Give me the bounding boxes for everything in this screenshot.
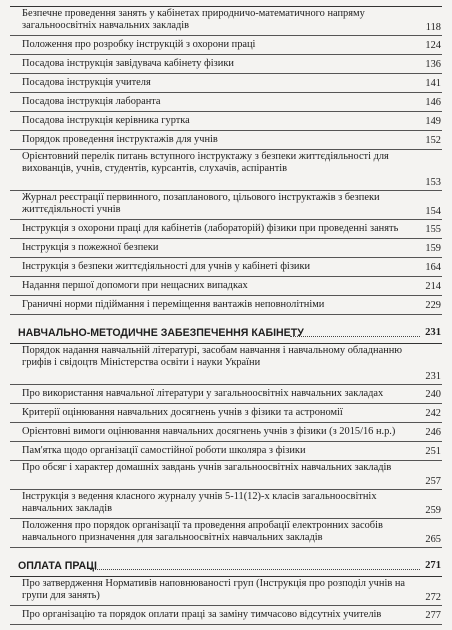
toc-entry-title: Положення про порядок організації та проведення апробації електронних засобів навчального призначення для загальноосвітніх навчальних закладів <box>22 520 383 544</box>
toc-entry <box>10 7 442 36</box>
toc-entry <box>10 296 442 315</box>
toc-entry-page: 118 <box>425 21 441 33</box>
toc-entry <box>10 442 442 461</box>
toc-entry-title: Пам'ятка щодо організації самостійної роботи школяра з фізики <box>22 445 306 456</box>
toc-entry-title: Орієнтовні вимоги оцінювання навчальних досягнень учнів з фізики (з 2015/16 н.р.) <box>22 426 396 437</box>
toc-entry-page: 277 <box>425 610 441 621</box>
toc-entry-page: 251 <box>425 446 441 457</box>
toc-entry-page: 240 <box>425 389 441 400</box>
toc-entry-page: 155 <box>425 224 441 235</box>
toc-entry <box>10 606 442 625</box>
toc-entry-title: Посадова інструкція лаборанта <box>22 96 161 107</box>
toc-entry <box>10 191 442 220</box>
toc-entry <box>10 131 442 150</box>
toc-entry-page: 153 <box>425 176 441 188</box>
toc-entry-title: Інструкція з охорони праці для кабінетів (лабораторій) фізики при проведенні занять <box>22 223 399 234</box>
toc-entry-title: Критерії оцінювання навчальних досягнень учнів з фізики та астрономії <box>22 407 343 418</box>
toc-entry-page: 257 <box>425 475 441 487</box>
toc-entry-title: Інструкція з безпеки життєдіяльності для учнів у кабінеті фізики <box>22 261 311 272</box>
toc-entry-title: Журнал реєстрації первинного, позапланового, цільового інструктажів з безпеки життєдіяльності учнів <box>22 192 380 216</box>
toc-entry-title: Порядок проведення інструктажів для учнів <box>22 134 218 145</box>
toc-entry-page: 149 <box>425 116 441 127</box>
toc-entry <box>10 220 442 239</box>
toc-entry-title: Інструкція з ведення класного журналу учнів 5-11(12)-х класів загальноосвітніх навчальних закладів <box>22 491 377 515</box>
toc-entry <box>10 461 442 490</box>
toc-entry-page: 159 <box>425 243 441 254</box>
toc-entry <box>10 239 442 258</box>
toc-entry <box>10 519 442 548</box>
toc-entry <box>10 112 442 131</box>
toc-entry <box>10 150 442 191</box>
toc-entry-title: Посадова інструкція учителя <box>22 77 151 88</box>
toc-entry-page: 229 <box>425 300 441 311</box>
toc-entry-title: Посадова інструкція завідувача кабінету фізики <box>22 58 234 69</box>
toc-entry-page: 146 <box>425 97 441 108</box>
section-page: 271 <box>425 560 441 571</box>
toc-entry <box>10 404 442 423</box>
toc-entry <box>10 385 442 404</box>
toc-entry-page: 214 <box>425 281 441 292</box>
toc-entry <box>10 423 442 442</box>
section-page: 231 <box>425 327 441 338</box>
toc-entry <box>10 55 442 74</box>
toc-entry <box>10 277 442 296</box>
toc-entry-page: 136 <box>425 59 441 70</box>
toc-entry-page: 259 <box>425 504 441 516</box>
toc-entry-page: 154 <box>425 205 441 217</box>
toc-entry-title: Безпечне проведення занять у кабінетах природничо-математичного напряму загальноосвітніх навчальних закладів <box>22 8 365 32</box>
toc-entry-page: 152 <box>425 135 441 146</box>
toc-entry-title: Про організацію та порядок оплати праці за заміну тимчасово відсутніх учителів <box>22 609 382 620</box>
toc-entry-title: Інструкція з пожежної безпеки <box>22 242 159 253</box>
toc-entry-title: Положення про розробку інструкцій з охорони праці <box>22 39 256 50</box>
table-of-contents <box>10 6 442 625</box>
toc-entry <box>10 36 442 55</box>
toc-entry-title: Про затвердження Нормативів наповнюваності груп (Інструкція про розподіл учнів на групи для занять) <box>22 578 406 602</box>
toc-entry <box>10 490 442 519</box>
toc-entry-page: 231 <box>425 370 441 382</box>
toc-entry-page: 272 <box>425 591 441 603</box>
toc-entry-title: Посадова інструкція керівника гуртка <box>22 115 190 126</box>
section-title: НАВЧАЛЬНО-МЕТОДИЧНЕ ЗАБЕЗПЕЧЕННЯ КАБІНЕТУ <box>18 327 304 339</box>
toc-entry <box>10 74 442 93</box>
toc-entry <box>10 93 442 112</box>
toc-entry-page: 242 <box>425 408 441 419</box>
toc-entry-title: Орієнтовний перелік питань вступного інструктажу з безпеки життєдіяльності для вихованців, учнів, студентів, курсантів, слухачів, аспірантів <box>22 151 389 175</box>
dot-leader <box>290 336 420 337</box>
toc-entry-title: Граничні норми підіймання і переміщення вантажів неповнолітніми <box>22 299 325 310</box>
toc-entry <box>10 577 442 606</box>
dot-leader <box>90 569 420 570</box>
toc-entry-page: 246 <box>425 427 441 438</box>
toc-entry-title: Про використання навчальної літератури у загальноосвітніх навчальних закладах <box>22 388 384 399</box>
section-heading <box>10 556 442 577</box>
section-heading <box>10 323 442 344</box>
toc-entry-title: Надання першої допомоги при нещасних випадках <box>22 280 248 291</box>
toc-entry-page: 164 <box>425 262 441 273</box>
toc-entry-page: 141 <box>425 78 441 89</box>
toc-entry-title: Порядок надання навчальній літературі, засобам навчання і навчальному обладнанню грифів і свідоцтв Міністерства освіти і науки України <box>22 345 403 369</box>
toc-entry-page: 124 <box>425 40 441 51</box>
toc-entry <box>10 344 442 385</box>
toc-entry-page: 265 <box>425 533 441 545</box>
toc-entry-title: Про обсяг і характер домашніх завдань учнів загальноосвітніх навчальних закладів <box>22 462 392 473</box>
toc-entry <box>10 258 442 277</box>
section-title: ОПЛАТА ПРАЦІ <box>18 560 97 572</box>
